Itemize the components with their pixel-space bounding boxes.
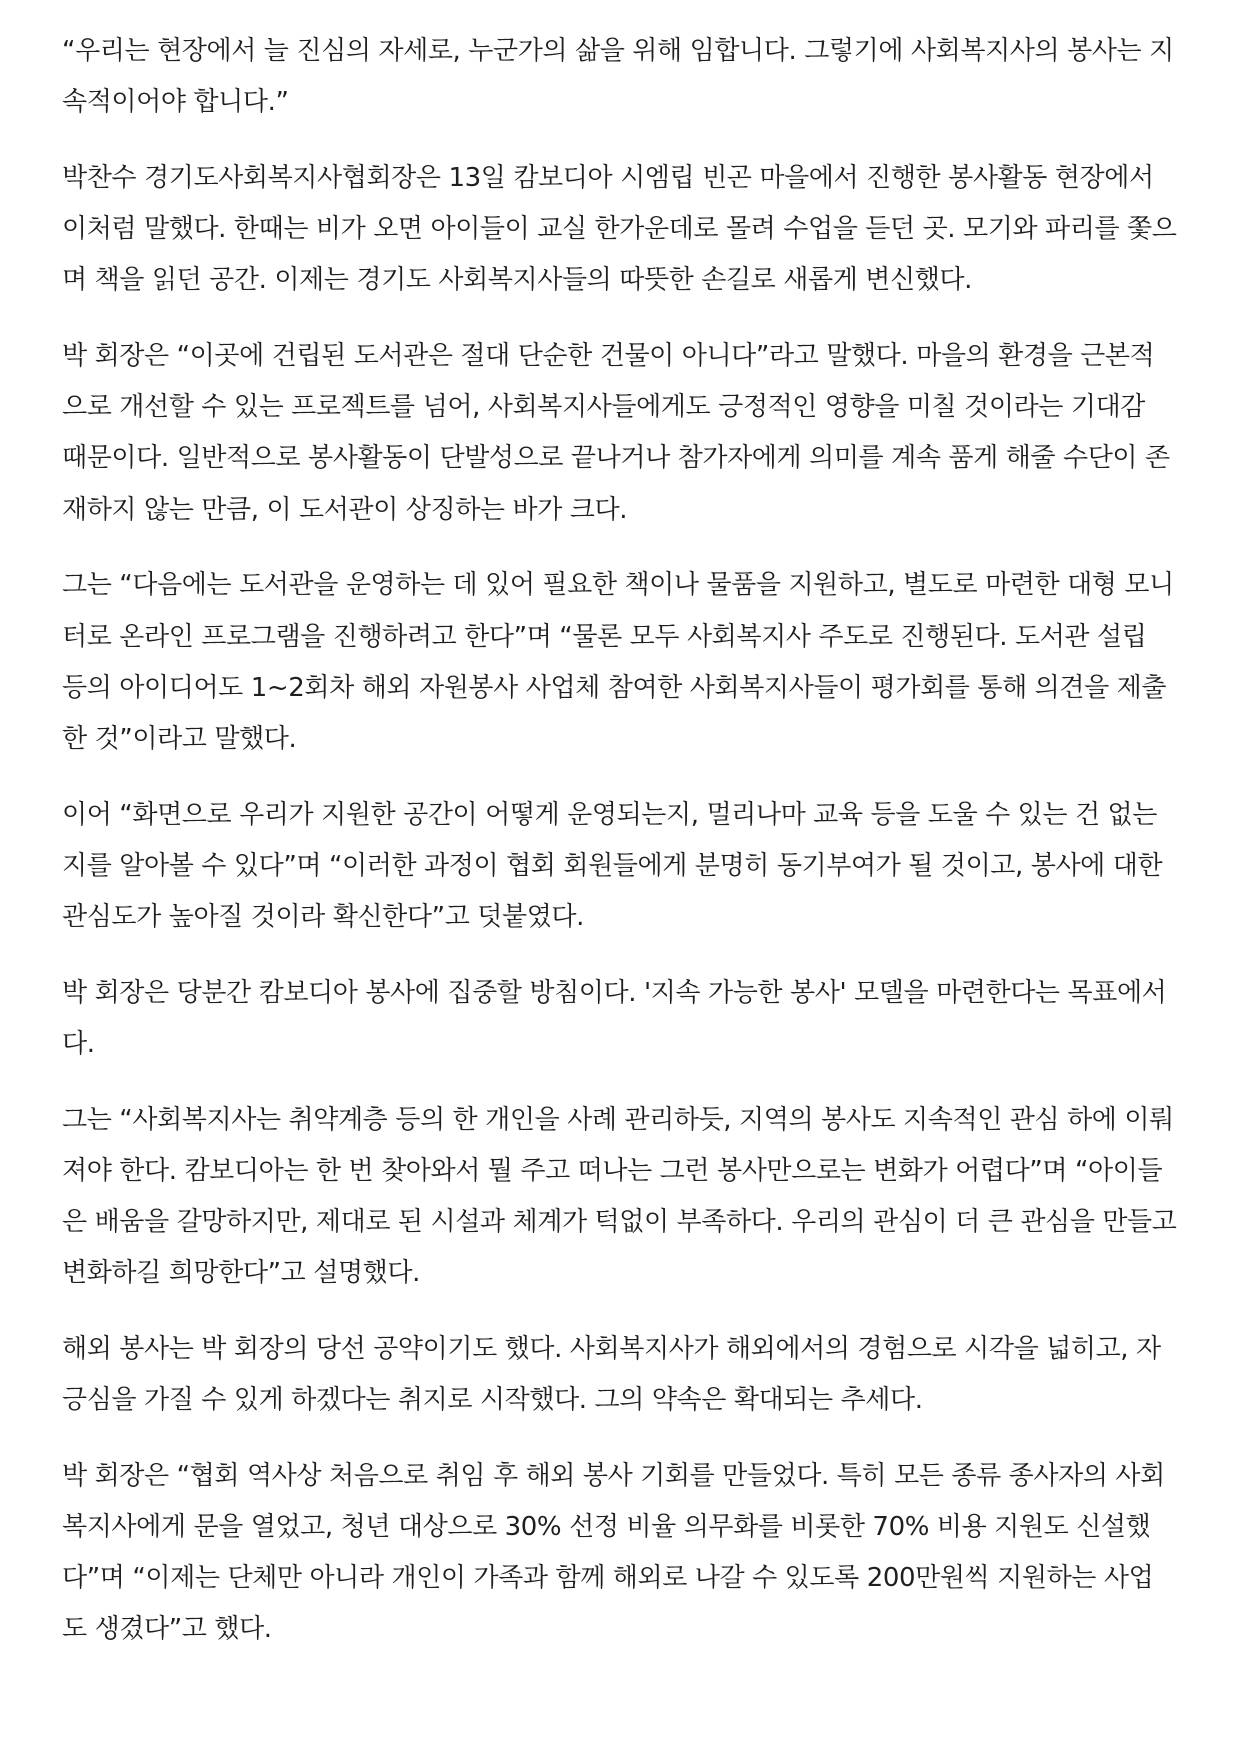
text-line: 은 배움을 갈망하지만, 제대로 된 시설과 체계가 턱없이 부족하다. 우리의 관심이 더 큰 관심을 만들고 bbox=[62, 1207, 1177, 1238]
text-line: 도 생겼다”고 했다. bbox=[62, 1614, 272, 1645]
text-line: 지를 알아볼 수 있다”며 “이러한 과정이 협회 회원들에게 분명히 동기부여가 될 것이고, 봉사에 대한 bbox=[62, 850, 1163, 881]
text-line: 박 회장은 “이곳에 건립된 도서관은 절대 단순한 건물이 아니다”라고 말했다. 마을의 환경을 근본적 bbox=[62, 341, 1155, 372]
text-line: 한 것”이라고 말했다. bbox=[62, 723, 297, 754]
text-line: 재하지 않는 만큼, 이 도서관이 상징하는 바가 크다. bbox=[62, 494, 628, 525]
text-line: 해외 봉사는 박 회장의 당선 공약이기도 했다. 사회복지사가 해외에서의 경험으로 시각을 넓히고, 자 bbox=[62, 1333, 1161, 1364]
text-line: 그는 “사회복지사는 취약계층 등의 한 개인을 사례 관리하듯, 지역의 봉사도 지속적인 관심 하에 이뤄 bbox=[62, 1104, 1174, 1135]
text-line: 관심도가 높아질 것이라 확신한다”고 덧붙였다. bbox=[62, 902, 584, 933]
article-paragraph bbox=[62, 1095, 1220, 1300]
article-paragraph bbox=[62, 331, 1220, 536]
text-line: 이어 “화면으로 우리가 지원한 공간이 어떻게 운영되는지, 멀리나마 교육 등을 도울 수 있는 건 없는 bbox=[62, 799, 1157, 830]
article-paragraph bbox=[62, 560, 1220, 765]
text-line: 변화하길 희망한다”고 설명했다. bbox=[62, 1258, 420, 1289]
text-line: 속적이어야 합니다.” bbox=[62, 87, 289, 118]
text-line: 박찬수 경기도사회복지사협회장은 13일 캄보디아 시엠립 빈곤 마을에서 진행한 봉사활동 현장에서 bbox=[62, 162, 1154, 193]
text-line: 등의 아이디어도 1~2회차 해외 자원봉사 사업체 참여한 사회복지사들이 평가회를 통해 의견을 제출 bbox=[62, 672, 1167, 703]
text-line: 복지사에게 문을 열었고, 청년 대상으로 30% 선정 비율 의무화를 비롯한 70% 비용 지원도 신설했 bbox=[62, 1512, 1151, 1543]
text-line: 져야 한다. 캄보디아는 한 번 찾아와서 뭘 주고 떠나는 그런 봉사만으로는 변화가 어렵다”며 “아이들 bbox=[62, 1155, 1163, 1186]
article-paragraph bbox=[62, 153, 1220, 307]
article-paragraph bbox=[62, 1451, 1220, 1656]
text-line: 다”며 “이제는 단체만 아니라 개인이 가족과 함께 해외로 나갈 수 있도록 200만원씩 지원하는 사업 bbox=[62, 1563, 1154, 1594]
article-paragraph bbox=[62, 26, 1220, 128]
text-line: 긍심을 가질 수 있게 하겠다는 취지로 시작했다. 그의 약속은 확대되는 추세다. bbox=[62, 1385, 923, 1416]
text-line: 박 회장은 당분간 캄보디아 봉사에 집중할 방침이다. '지속 가능한 봉사' 모델을 마련한다는 목표에서 bbox=[62, 977, 1167, 1008]
text-line: 며 책을 읽던 공간. 이제는 경기도 사회복지사들의 따뜻한 손길로 새롭게 변신했다. bbox=[62, 265, 973, 296]
text-line: 이처럼 말했다. 한때는 비가 오면 아이들이 교실 한가운데로 몰려 수업을 듣던 곳. 모기와 파리를 쫓으 bbox=[62, 214, 1177, 245]
article-paragraph bbox=[62, 790, 1220, 944]
text-line: 그는 “다음에는 도서관을 운영하는 데 있어 필요한 책이나 물품을 지원하고, 별도로 마련한 대형 모니 bbox=[62, 570, 1174, 601]
text-line: “우리는 현장에서 늘 진심의 자세로, 누군가의 삶을 위해 임합니다. 그렇기에 사회복지사의 봉사는 지 bbox=[62, 36, 1174, 66]
article-paragraph bbox=[62, 968, 1220, 1070]
text-line: 때문이다. 일반적으로 봉사활동이 단발성으로 끝나거나 참가자에게 의미를 계속 품게 해줄 수단이 존 bbox=[62, 443, 1170, 474]
text-line: 터로 온라인 프로그램을 진행하려고 한다”며 “물론 모두 사회복지사 주도로 진행된다. 도서관 설립 bbox=[62, 621, 1147, 652]
text-line: 다. bbox=[62, 1028, 95, 1059]
text-line: 박 회장은 “협회 역사상 처음으로 취임 후 해외 봉사 기회를 만들었다. 특히 모든 종류 종사자의 사회 bbox=[62, 1460, 1165, 1491]
article-paragraph bbox=[62, 1324, 1220, 1426]
text-line: 으로 개선할 수 있는 프로젝트를 넘어, 사회복지사들에게도 긍정적인 영향을 미칠 것이라는 기대감 bbox=[62, 392, 1146, 423]
